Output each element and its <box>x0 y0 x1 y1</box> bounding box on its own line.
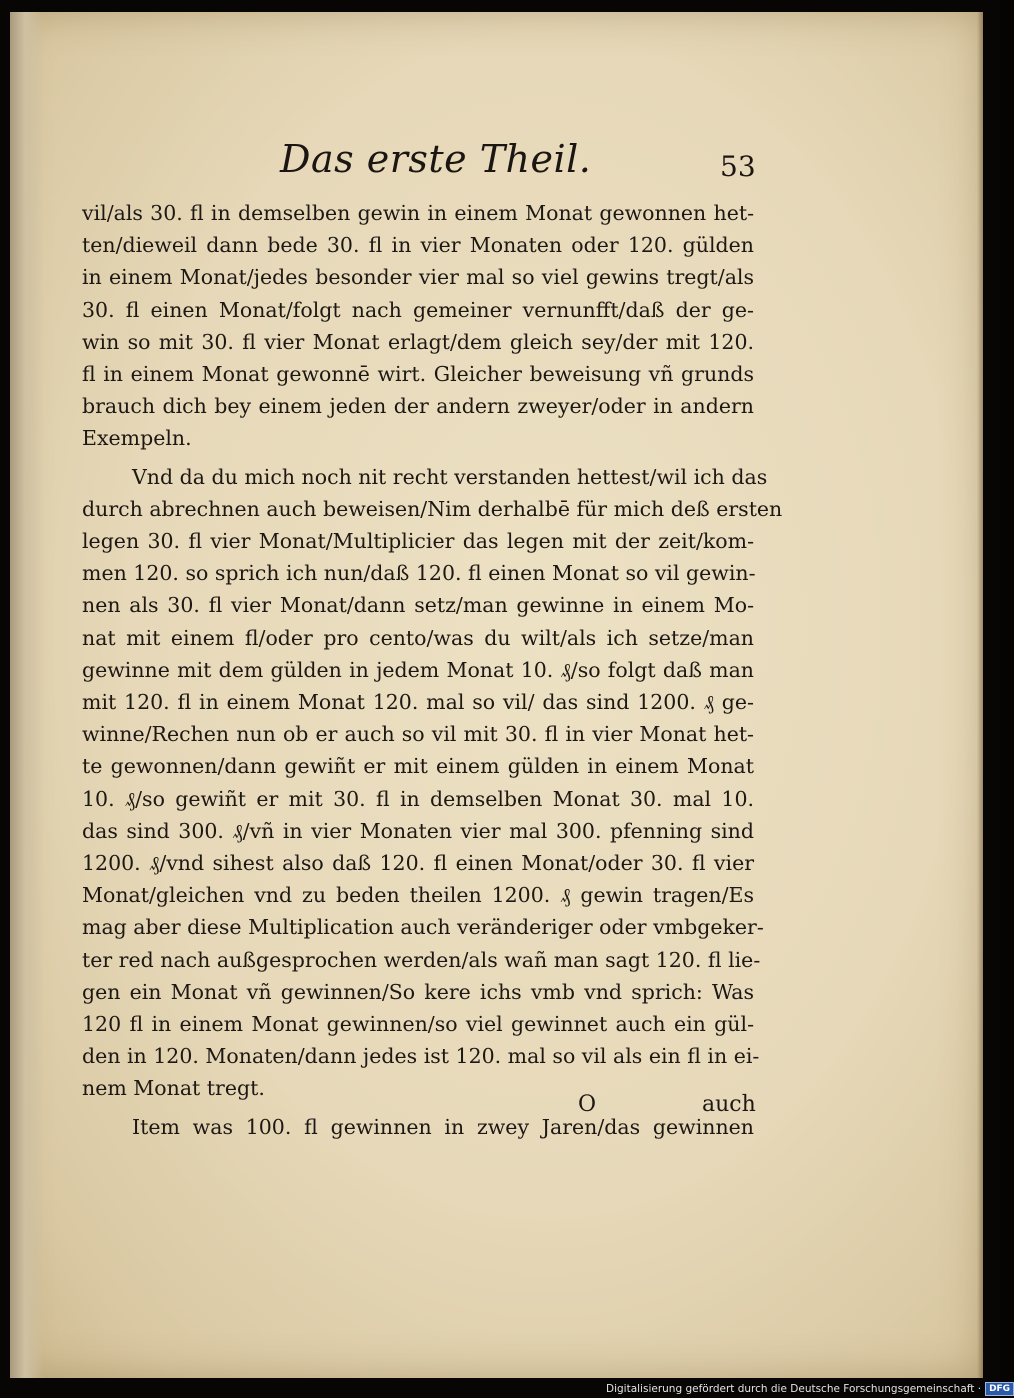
text-line: nat mit einem fl/oder pro cento/was du wilt/als ich setze/man <box>82 626 754 650</box>
text-line: ter red nach außgesprochen werden/als wañ man sagt 120. fl lie- <box>82 948 761 972</box>
running-head-title: Das erste Theil. <box>280 137 592 181</box>
text-line: durch abrechnen auch beweisen/Nim derhalbē für mich deß ersten <box>82 497 783 521</box>
text-line: nem Monat tregt. <box>82 1076 265 1100</box>
text-line: winne/Rechen nun ob er auch so vil mit 30. fl in vier Monat het- <box>82 722 754 746</box>
text-line: gen ein Monat vñ gewinnen/So kere ichs vmb vnd sprich: Was <box>82 980 754 1004</box>
text-line: Monat/gleichen vnd zu beden theilen 1200. ₰ gewin tragen/Es <box>82 883 754 907</box>
text-line: brauch dich bey einem jeden der andern zweyer/oder in andern <box>82 394 754 418</box>
text-line: mit 120. fl in einem Monat 120. mal so vil/ das sind 1200. ₰ ge- <box>82 690 754 714</box>
text-line: te gewonnen/dann gewiñt er mit einem gülden in einem Monat <box>82 754 754 778</box>
funding-credit-text: Digitalisierung gefördert durch die Deutsche Forschungsgemeinschaft · <box>606 1382 982 1395</box>
text-line: 1200. ₰/vnd sihest also daß 120. fl einen Monat/oder 30. fl vier <box>82 851 754 875</box>
text-line: 30. fl einen Monat/folgt nach gemeiner vernunfft/daß der ge- <box>82 298 754 322</box>
catchword: auch <box>702 1092 756 1117</box>
text-line: das sind 300. ₰/vñ in vier Monaten vier mal 300. pfenning sind <box>82 819 754 843</box>
text-line: mag aber diese Multiplication auch veränderiger oder vmbgeker- <box>82 915 764 939</box>
signature-mark: O <box>578 1092 597 1117</box>
digitization-credit <box>606 1379 1014 1398</box>
dfg-logo: DFG <box>985 1382 1014 1396</box>
text-line: ten/dieweil dann bede 30. fl in vier Monaten oder 120. gülden <box>82 233 754 257</box>
text-line: nen als 30. fl vier Monat/dann setz/man gewinne in einem Mo- <box>82 593 754 617</box>
text-line: Item was 100. fl gewinnen in zwey Jaren/das gewinnen <box>132 1115 754 1139</box>
text-line: Vnd da du mich noch nit recht verstanden hettest/wil ich das <box>132 465 768 489</box>
page-edge <box>977 12 983 1378</box>
text-line: 120 fl in einem Monat gewinnen/so viel gewinnet auch ein gül- <box>82 1012 754 1036</box>
page-gutter <box>10 12 44 1378</box>
text-line: 10. ₰/so gewiñt er mit 30. fl in demselben Monat 30. mal 10. <box>82 787 754 811</box>
text-line: den in 120. Monaten/dann jedes ist 120. mal so vil als ein fl in ei- <box>82 1044 760 1068</box>
text-line: vil/als 30. fl in demselben gewin in einem Monat gewonnen het- <box>82 201 754 225</box>
text-line: Exempeln. <box>82 426 192 450</box>
text-line: fl in einem Monat gewonnē wirt. Gleicher beweisung vñ grunds <box>82 362 754 386</box>
text-line: gewinne mit dem gülden in jedem Monat 10. ₰/so folgt daß man <box>82 658 754 682</box>
text-line: legen 30. fl vier Monat/Multiplicier das legen mit der zeit/kom- <box>82 529 754 553</box>
text-line: in einem Monat/jedes besonder vier mal so viel gewins tregt/als <box>82 265 754 289</box>
text-line: men 120. so sprich ich nun/daß 120. fl einen Monat so vil gewin- <box>82 561 756 585</box>
text-line: win so mit 30. fl vier Monat erlagt/dem gleich sey/der mit 120. <box>82 330 754 354</box>
page-number: 53 <box>720 150 756 183</box>
